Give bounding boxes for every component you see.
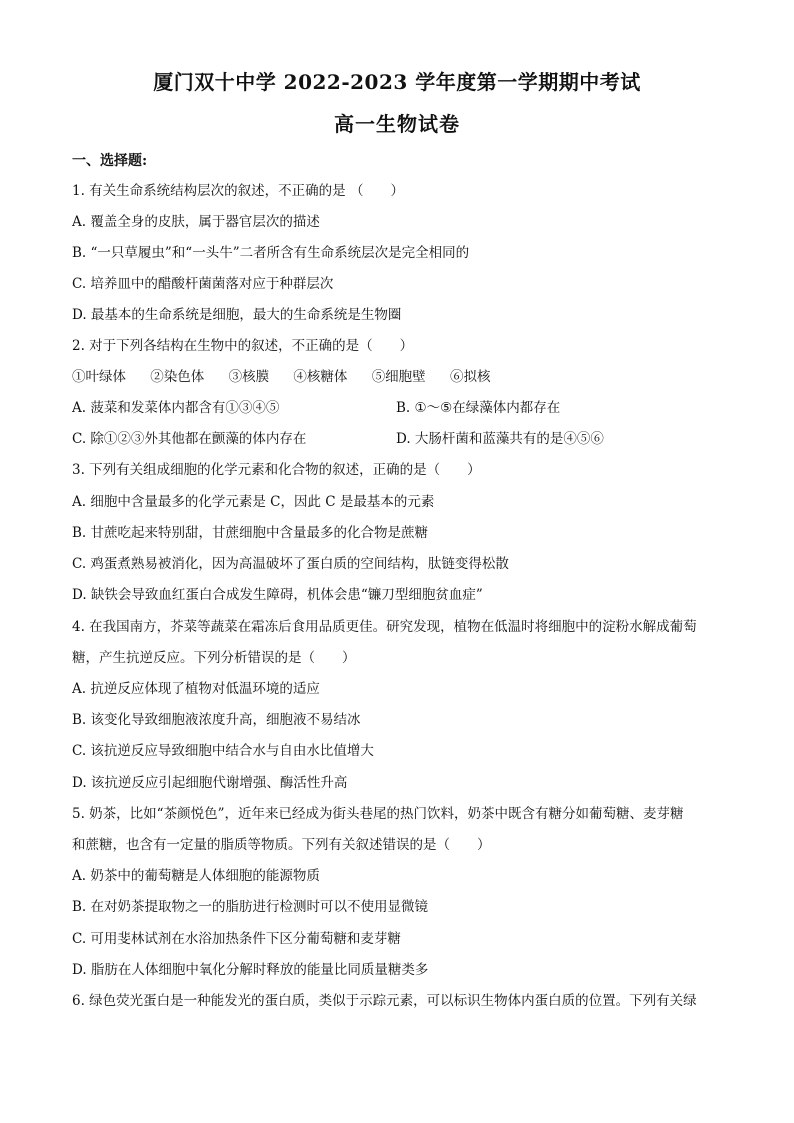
exam-subtitle: 高一生物试卷: [334, 112, 460, 136]
question-2-option-a: A. 菠菜和发菜体内都含有①③④⑤: [72, 400, 280, 416]
question-3-stem: 3. 下列有关组成细胞的化学元素和化合物的叙述，正确的是（ ）: [72, 462, 481, 478]
question-1-option-a: A. 覆盖全身的皮肤，属于器官层次的描述: [72, 214, 320, 230]
question-5-option-b: B. 在对奶茶提取物之一的脂肪进行检测时可以不使用显微镜: [72, 899, 429, 915]
question-4-option-d: D. 该抗逆反应引起细胞代谢增强、酶活性升高: [72, 775, 348, 791]
question-5-stem-line-1: 5. 奶茶，比如“茶颜悦色”，近年来已经成为街头巷尾的热门饮料，奶茶中既含有糖分如葡萄糖、麦芽糖: [72, 806, 684, 822]
question-2-stem: 2. 对于下列各结构在生物中的叙述，不正确的是（ ）: [72, 338, 414, 354]
question-3-option-b: B. 甘蔗吃起来特别甜，甘蔗细胞中含量最多的化合物是蔗糖: [72, 525, 429, 541]
structure-item: ④核糖体: [293, 369, 348, 385]
question-4-option-b: B. 该变化导致细胞液浓度升高，细胞液不易结冰: [72, 712, 361, 728]
section-heading: 一、选择题:: [72, 153, 148, 169]
question-6-stem-line-1: 6. 绿色荧光蛋白是一种能发光的蛋白质，类似于示踪元素，可以标识生物体内蛋白质的位置。下列有关绿: [72, 993, 697, 1009]
question-2-option-d: D. 大肠杆菌和蓝藻共有的是④⑤⑥: [396, 431, 604, 447]
question-5-option-c: C. 可用斐林试剂在水浴加热条件下区分葡萄糖和麦芽糖: [72, 931, 401, 947]
question-4-option-c: C. 该抗逆反应导致细胞中结合水与自由水比值增大: [72, 743, 374, 759]
question-2-structure-list: [72, 368, 510, 386]
structure-item: ①叶绿体: [72, 369, 126, 385]
structure-item: ⑤细胞壁: [371, 369, 426, 385]
question-5-option-d: D. 脂肪在人体细胞中氧化分解时释放的能量比同质量糖类多: [72, 962, 429, 978]
question-2-option-c: C. 除①②③外其他都在颤藻的体内存在: [72, 431, 307, 447]
question-3-option-d: D. 缺铁会导致血红蛋白合成发生障碍，机体会患“镰刀型细胞贫血症”: [72, 587, 483, 603]
structure-item: ②染色体: [150, 369, 205, 385]
question-4-stem-line-1: 4. 在我国南方，芥菜等蔬菜在霜冻后食用品质更佳。研究发现，植物在低温时将细胞中的淀粉水解成葡萄: [72, 619, 697, 635]
question-4-option-a: A. 抗逆反应体现了植物对低温环境的适应: [72, 681, 320, 697]
structure-item: ⑥拟核: [449, 369, 491, 385]
question-5-option-a: A. 奶茶中的葡萄糖是人体细胞的能源物质: [72, 868, 320, 884]
question-4-stem-line-2: 糖，产生抗逆反应。下列分析错误的是（ ）: [72, 650, 356, 666]
question-3-option-a: A. 细胞中含量最多的化学元素是 C，因此 C 是最基本的元素: [72, 494, 435, 510]
question-1-option-b: B. “一只草履虫”和“一头牛”二者所含有生命系统层次是完全相同的: [72, 245, 470, 261]
question-1-option-c: C. 培养皿中的醋酸杆菌菌落对应于种群层次: [72, 276, 334, 292]
question-3-option-c: C. 鸡蛋煮熟易被消化，因为高温破坏了蛋白质的空间结构，肽链变得松散: [72, 556, 509, 572]
question-5-stem-line-2: 和蔗糖，也含有一定量的脂质等物质。下列有关叙述错误的是（ ）: [72, 837, 491, 853]
structure-item: ③核膜: [228, 369, 270, 385]
question-1-option-d: D. 最基本的生命系统是细胞，最大的生命系统是生物圈: [72, 307, 402, 323]
exam-title: 厦门双十中学 2022-2023 学年度第一学期期中考试: [153, 70, 641, 94]
question-2-option-b: B. ①～⑤在绿藻体内都存在: [396, 400, 561, 416]
question-1-stem: 1. 有关生命系统结构层次的叙述，不正确的是 （ ）: [72, 183, 404, 199]
